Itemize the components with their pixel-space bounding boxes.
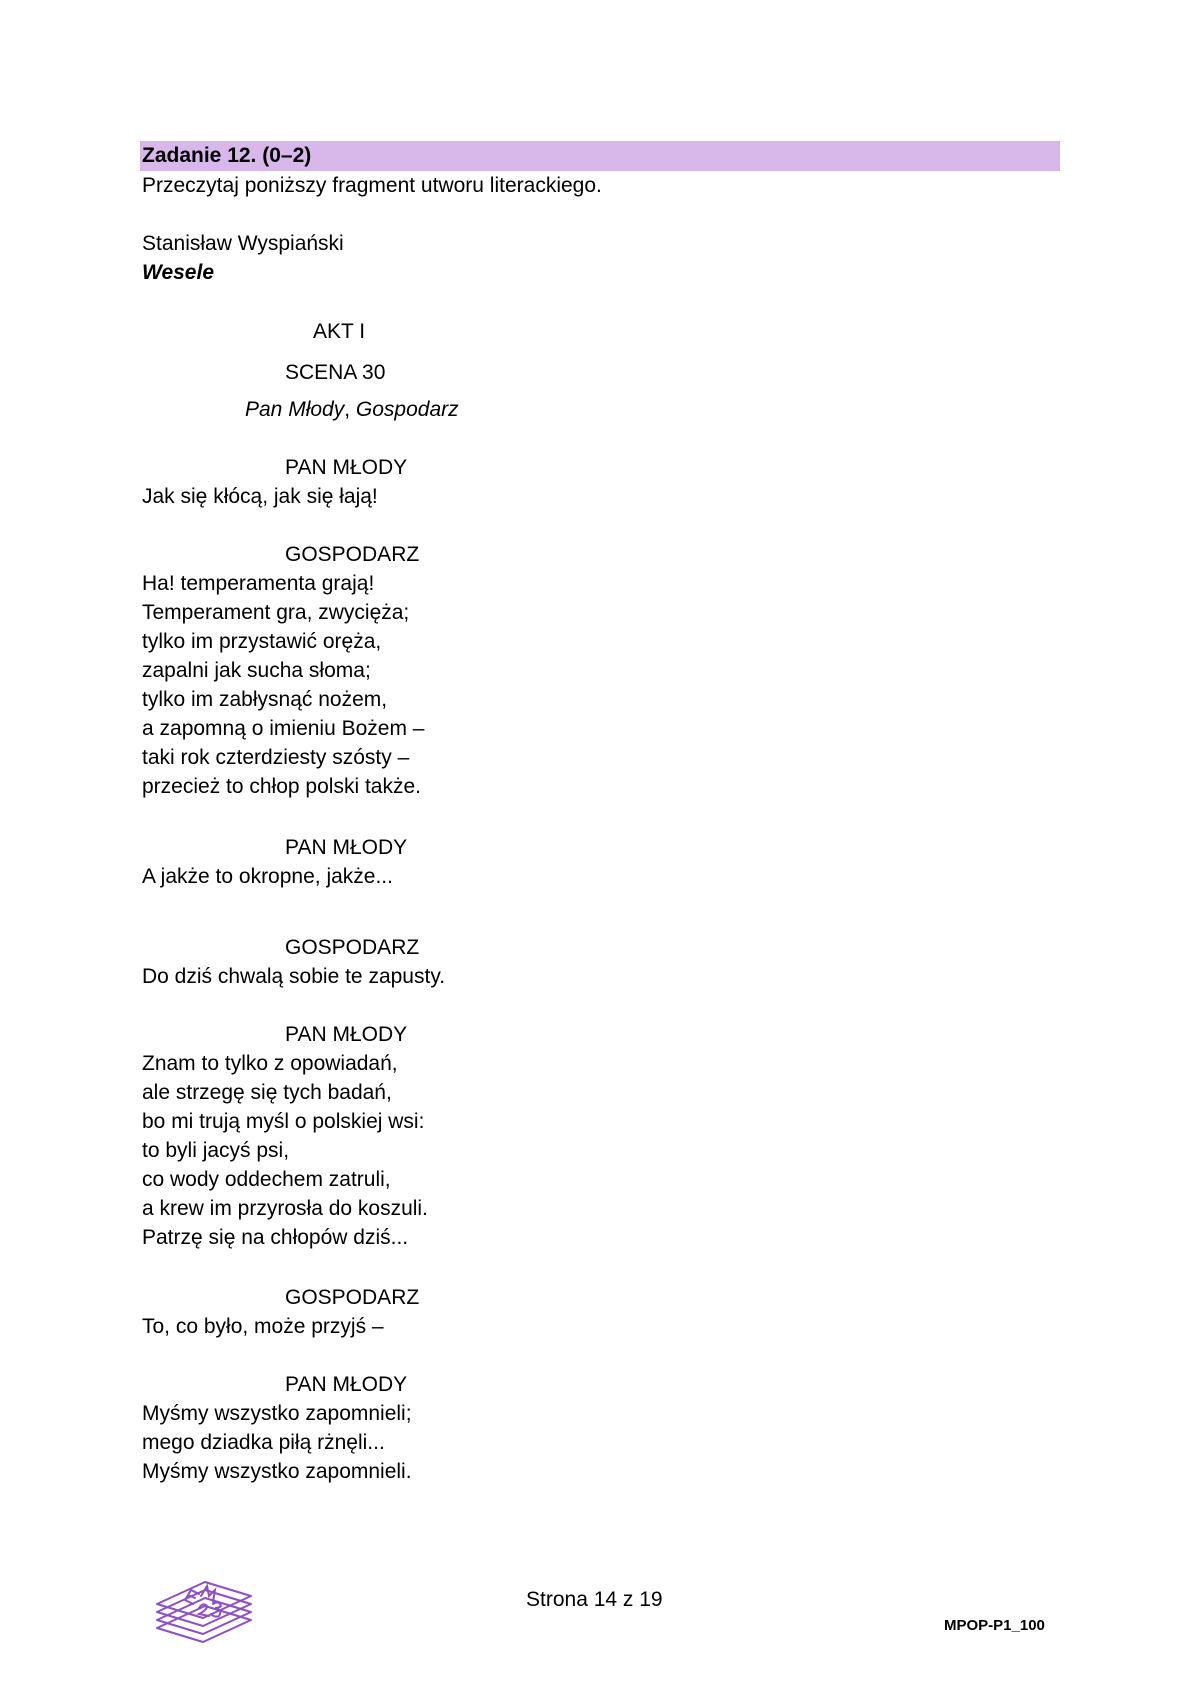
verse-line: To, co było, może przyjś – bbox=[142, 1315, 384, 1338]
verse-line: Patrzę się na chłopów dziś... bbox=[142, 1226, 409, 1249]
work-title: Wesele bbox=[142, 261, 214, 284]
verse-line: tylko im przystawić oręża, bbox=[142, 630, 382, 653]
verse-line: zapalni jak sucha słoma; bbox=[142, 659, 371, 682]
character-1: Pan Młody bbox=[245, 398, 345, 421]
verse-line: Ha! temperamenta grają! bbox=[142, 572, 375, 595]
speech-lines bbox=[142, 1399, 412, 1486]
speaker-name: GOSPODARZ bbox=[285, 936, 420, 959]
verse-line: mego dziadka piłą rżnęli... bbox=[142, 1431, 385, 1454]
speech-lines bbox=[142, 569, 425, 801]
verse-line: Myśmy wszystko zapomnieli. bbox=[142, 1460, 412, 1483]
verse-line: a zapomną o imieniu Bożem – bbox=[142, 717, 425, 740]
act-heading: AKT I bbox=[313, 320, 366, 343]
verse-line: Myśmy wszystko zapomnieli; bbox=[142, 1402, 412, 1425]
task-instruction: Przeczytaj poniższy fragment utworu literackiego. bbox=[142, 174, 602, 197]
verse-line: przecież to chłop polski także. bbox=[142, 775, 421, 798]
verse-line: tylko im zabłysnąć nożem, bbox=[142, 688, 388, 711]
speaker-name: PAN MŁODY bbox=[285, 1373, 408, 1396]
speech-lines bbox=[142, 962, 445, 991]
verse-line: co wody oddechem zatruli, bbox=[142, 1168, 391, 1191]
speech-lines bbox=[142, 1049, 428, 1252]
verse-line: bo mi trują myśl o polskiej wsi: bbox=[142, 1110, 425, 1133]
work-author: Stanisław Wyspiański bbox=[142, 232, 344, 255]
speech-lines bbox=[142, 482, 378, 511]
verse-line: Jak się kłócą, jak się łają! bbox=[142, 485, 378, 508]
verse-line: A jakże to okropne, jakże... bbox=[142, 865, 393, 888]
page-number: Strona 14 z 19 bbox=[526, 1588, 663, 1611]
speech-lines bbox=[142, 862, 393, 891]
speaker-name: PAN MŁODY bbox=[285, 456, 408, 479]
verse-line: a krew im przyrosła do koszuli. bbox=[142, 1197, 428, 1220]
verse-line: taki rok czterdziesty szósty – bbox=[142, 746, 410, 769]
scene-characters bbox=[245, 398, 459, 422]
character-separator: , bbox=[344, 398, 356, 421]
exam-logo-icon bbox=[155, 1580, 253, 1652]
speaker-name: GOSPODARZ bbox=[285, 543, 420, 566]
speaker-name: GOSPODARZ bbox=[285, 1286, 420, 1309]
verse-line: Temperament gra, zwycięża; bbox=[142, 601, 410, 624]
scene-heading: SCENA 30 bbox=[285, 361, 386, 384]
speaker-name: PAN MŁODY bbox=[285, 1023, 408, 1046]
exam-code: MPOP-P1_100 bbox=[944, 1617, 1045, 1634]
verse-line: ale strzegę się tych badań, bbox=[142, 1081, 392, 1104]
task-header bbox=[140, 141, 1060, 171]
speaker-name: PAN MŁODY bbox=[285, 836, 408, 859]
verse-line: Znam to tylko z opowiadań, bbox=[142, 1052, 398, 1075]
task-title: Zadanie 12. (0–2) bbox=[142, 144, 312, 167]
speech-lines bbox=[142, 1312, 384, 1341]
character-2: Gospodarz bbox=[355, 398, 459, 421]
verse-line: Do dziś chwalą sobie te zapusty. bbox=[142, 965, 446, 988]
verse-line: to byli jacyś psi, bbox=[142, 1139, 290, 1162]
